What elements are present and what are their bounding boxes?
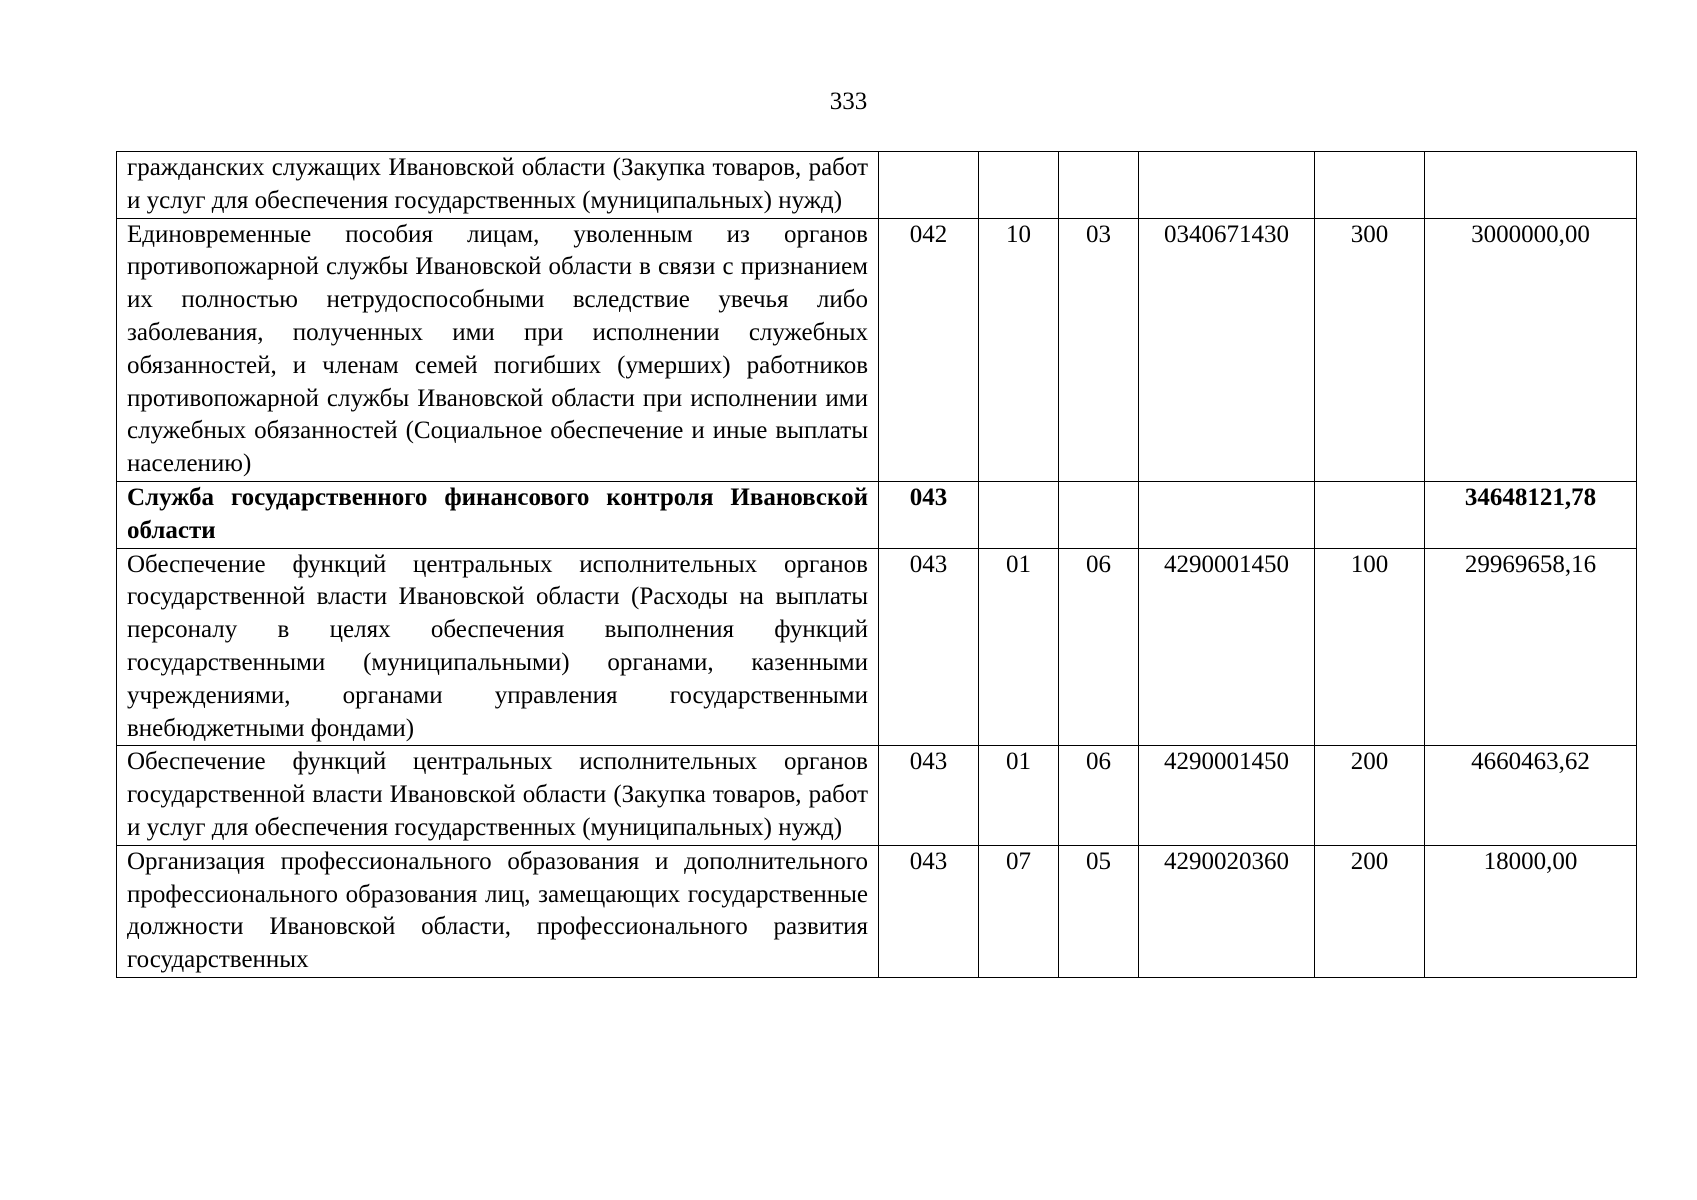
table-row-section-header xyxy=(117,481,1637,548)
row-description: Единовременные пособия лицам, уволенным из органов противопожарной службы Ивановской области в связи с признанием их полностью нетрудоспособными вследствие увечья либо заболевания, полученных ими при исполнении служебных обязанностей, и членам семей погибших (умерших) работников противопожарной службы Ивановской области при исполнении ими служебных обязанностей (Социальное обеспечение и иные выплаты населению) xyxy=(117,218,879,481)
table-row xyxy=(117,218,1637,481)
table-row xyxy=(117,746,1637,845)
row-csr: 0340671430 xyxy=(1139,218,1315,481)
table-row xyxy=(117,548,1637,746)
row-rz: 01 xyxy=(979,548,1059,746)
row-description: гражданских служащих Ивановской области (Закупка товаров, работ и услуг для обеспечения государственных (муниципальных) нужд) xyxy=(117,152,879,219)
row-sum: 4660463,62 xyxy=(1425,746,1637,845)
row-ved: 042 xyxy=(879,218,979,481)
row-rz xyxy=(979,481,1059,548)
row-vr xyxy=(1315,481,1425,548)
row-sum xyxy=(1425,152,1637,219)
row-rz xyxy=(979,152,1059,219)
row-csr xyxy=(1139,152,1315,219)
row-pr xyxy=(1059,152,1139,219)
row-description: Служба государственного финансового контроля Ивановской области xyxy=(117,481,879,548)
row-rz: 10 xyxy=(979,218,1059,481)
budget-table xyxy=(116,151,1637,978)
row-ved: 043 xyxy=(879,548,979,746)
table-row xyxy=(117,845,1637,977)
row-description: Организация профессионального образования и дополнительного профессионального образования лиц, замещающих государственные должности Ивановской области, профессионального развития государственных xyxy=(117,845,879,977)
row-vr: 100 xyxy=(1315,548,1425,746)
row-description: Обеспечение функций центральных исполнительных органов государственной власти Ивановской области (Закупка товаров, работ и услуг для обеспечения государственных (муниципальных) нужд) xyxy=(117,746,879,845)
row-vr: 300 xyxy=(1315,218,1425,481)
row-pr: 06 xyxy=(1059,746,1139,845)
row-rz: 07 xyxy=(979,845,1059,977)
row-sum: 18000,00 xyxy=(1425,845,1637,977)
row-csr: 4290020360 xyxy=(1139,845,1315,977)
table-row xyxy=(117,152,1637,219)
row-ved: 043 xyxy=(879,746,979,845)
row-pr xyxy=(1059,481,1139,548)
row-ved xyxy=(879,152,979,219)
row-pr: 05 xyxy=(1059,845,1139,977)
page-number: 333 xyxy=(829,88,868,115)
row-sum: 34648121,78 xyxy=(1425,481,1637,548)
row-ved: 043 xyxy=(879,845,979,977)
row-csr: 4290001450 xyxy=(1139,746,1315,845)
row-vr: 200 xyxy=(1315,746,1425,845)
row-vr xyxy=(1315,152,1425,219)
row-pr: 06 xyxy=(1059,548,1139,746)
row-description: Обеспечение функций центральных исполнительных органов государственной власти Ивановской области (Расходы на выплаты персоналу в целях обеспечения выполнения функций государственными (муниципальными) органами, казенными учреждениями, органами управления государственными внебюджетными фондами) xyxy=(117,548,879,746)
row-ved: 043 xyxy=(879,481,979,548)
row-csr xyxy=(1139,481,1315,548)
row-csr: 4290001450 xyxy=(1139,548,1315,746)
row-sum: 29969658,16 xyxy=(1425,548,1637,746)
row-rz: 01 xyxy=(979,746,1059,845)
row-sum: 3000000,00 xyxy=(1425,218,1637,481)
row-vr: 200 xyxy=(1315,845,1425,977)
row-pr: 03 xyxy=(1059,218,1139,481)
